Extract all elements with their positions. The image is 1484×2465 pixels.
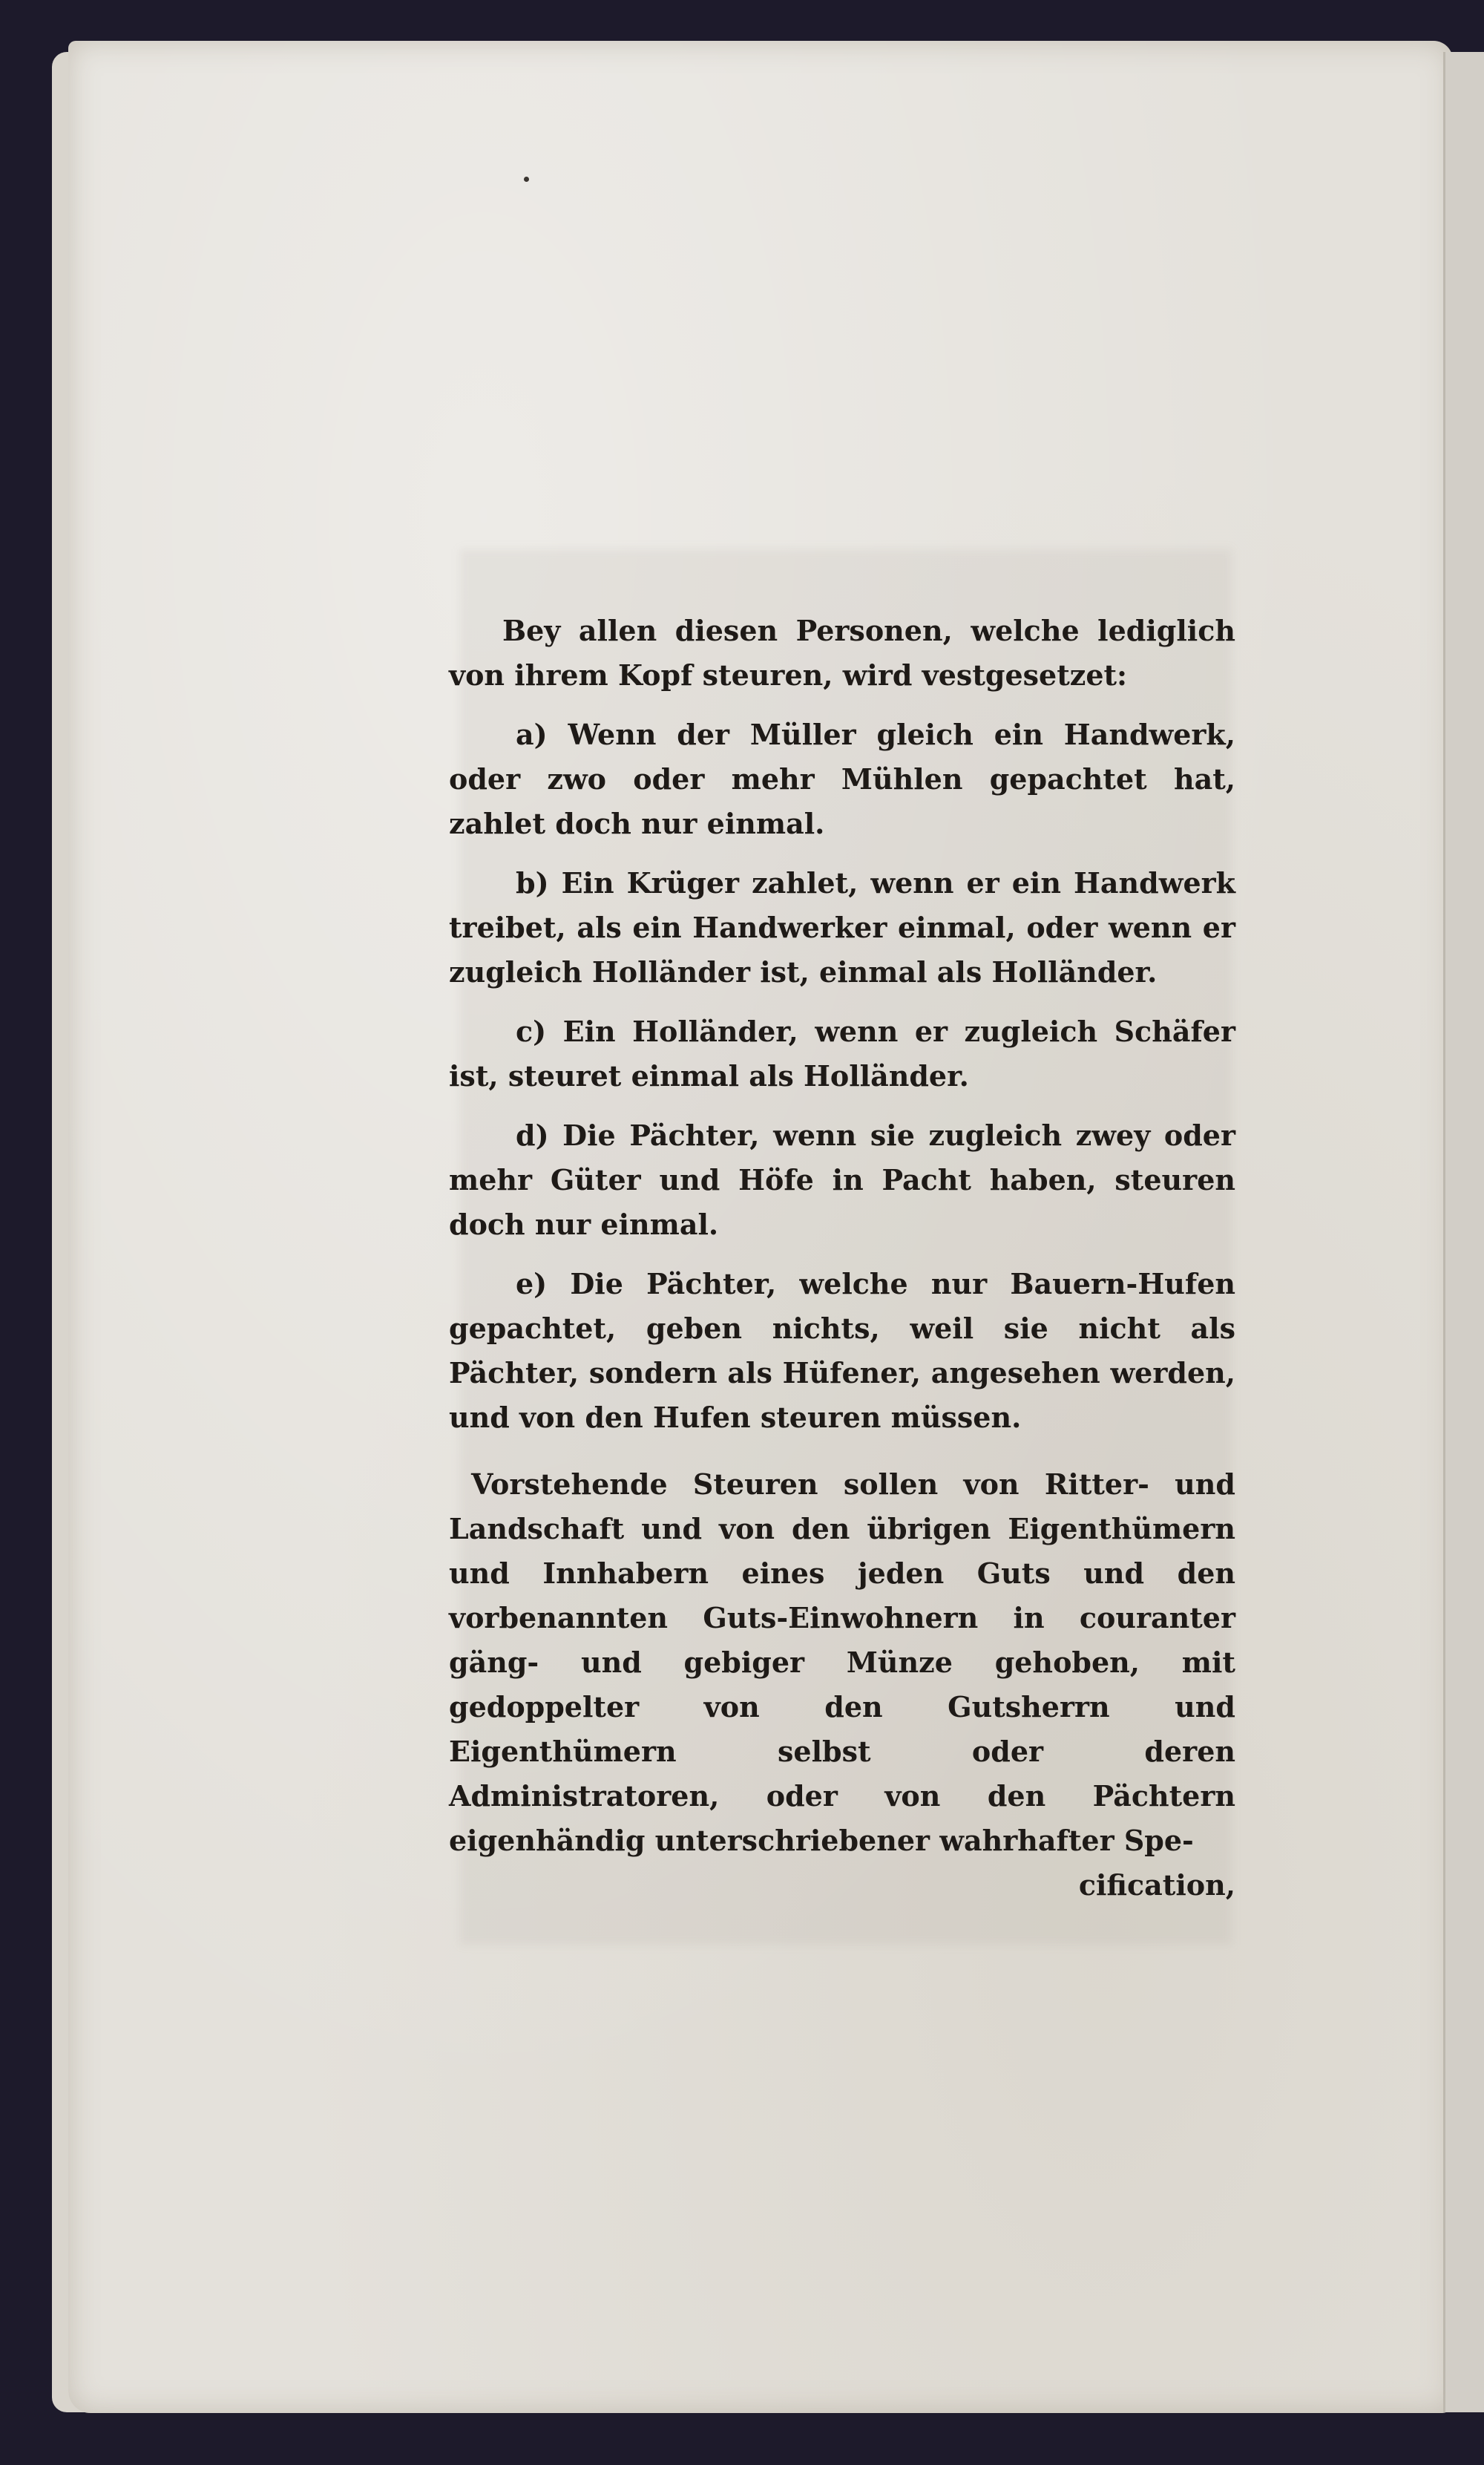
ink-dot: [524, 177, 529, 182]
steuren-paragraph: Vorstehende Steuren sollen von Ritter- und Landschaft und von den übrigen Eigenthümern und Innhabern eines jeden Guts und den vorbenannten Guts-Einwohnern in couranter gäng- und gebiger Münze gehoben, mit gedoppelter von den Gutsherrn und Eigenthümern selbst oder deren Administratoren, oder von den Pächtern eigenhändig unterschriebener wahrhafter Spe-: [449, 1467, 1235, 1857]
item-c-paragraph: c) Ein Holländer, wenn er zugleich Schäfer ist, steuret einmal als Holländer.: [449, 1015, 1235, 1093]
sheet-edge-right: [1443, 52, 1484, 2412]
item-e-paragraph: e) Die Pächter, welche nur Bauern-Hufen gepachtet, geben nichts, weil sie nicht als Pächter, sondern als Hüfener, angesehen werden, und von den Hufen steuren müssen.: [449, 1267, 1235, 1434]
intro-paragraph: Bey allen diesen Personen, welche lediglich von ihrem Kopf steuren, wird vestgesetzet:: [449, 614, 1235, 692]
item-b-paragraph: b) Ein Krüger zahlet, wenn er ein Handwerk treibet, als ein Handwerker einmal, oder wenn er zugleich Holländer ist, einmal als Holländer.: [449, 866, 1235, 989]
text-block: [449, 609, 1235, 1908]
catchword: cification,: [1078, 1868, 1235, 1902]
item-d-paragraph: d) Die Pächter, wenn sie zugleich zwey oder mehr Güter und Höfe in Pacht haben, steuren doch nur einmal.: [449, 1119, 1235, 1241]
item-a-paragraph: a) Wenn der Müller gleich ein Handwerk, oder zwo oder mehr Mühlen gepachtet hat, zahlet doch nur einmal.: [449, 718, 1235, 840]
